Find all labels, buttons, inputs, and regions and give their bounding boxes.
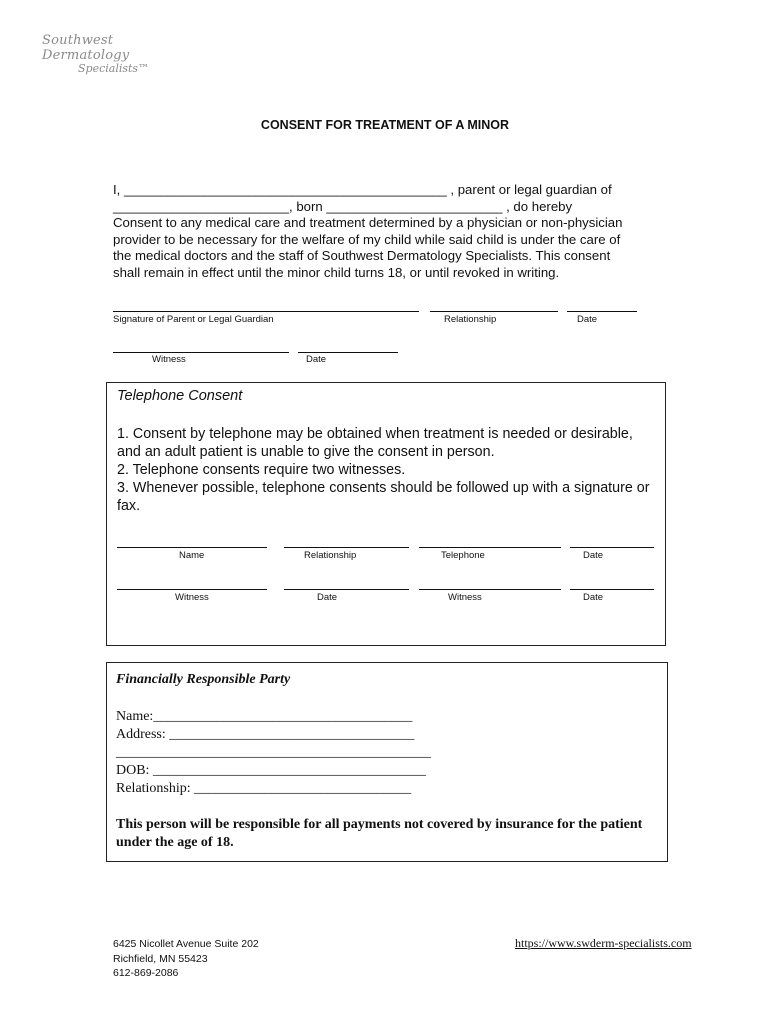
telephone-consent-item: 1. Consent by telephone may be obtained when treatment is needed or desirable, and an adult patient is unable to give the consent in person. xyxy=(117,426,633,460)
footer-address-line-1: 6425 Nicollet Avenue Suite 202 xyxy=(113,938,259,950)
financial-address-field-2[interactable]: _____________________________________________ xyxy=(116,745,431,760)
witness-date-caption: Date xyxy=(306,354,327,365)
tel-witness1-line[interactable] xyxy=(117,589,267,590)
tel-name-caption: Name xyxy=(179,550,205,561)
financial-party-box xyxy=(106,662,668,862)
tel-relationship-caption: Relationship xyxy=(304,550,357,561)
tel-telephone-caption: Telephone xyxy=(441,550,485,561)
relationship-caption: Relationship xyxy=(444,314,497,325)
document-title: CONSENT FOR TREATMENT OF A MINOR xyxy=(260,118,510,132)
date-line[interactable] xyxy=(567,311,637,312)
relationship-line[interactable] xyxy=(430,311,558,312)
logo-line-2: Specialists™ xyxy=(78,62,150,75)
witness-caption: Witness xyxy=(152,354,186,365)
consent-line-3: Consent to any medical care and treatment determined by a physician or non-physician xyxy=(113,215,623,230)
guardian-signature-line[interactable] xyxy=(113,311,419,312)
tel-witness1-date-caption: Date xyxy=(317,592,338,603)
financial-party-title: Financially Responsible Party xyxy=(116,672,291,687)
witness-date-line[interactable] xyxy=(298,352,398,353)
tel-witness2-date-caption: Date xyxy=(583,592,604,603)
consent-line-1: I, ____________________________________________ , parent or legal guardian of xyxy=(113,182,612,197)
consent-line-2: ________________________, born ________________________ , do hereby xyxy=(113,198,573,214)
telephone-consent-item: 3. Whenever possible, telephone consents should be followed up with a signature or fax. xyxy=(117,480,650,514)
guardian-signature-caption: Signature of Parent or Legal Guardian xyxy=(113,314,274,325)
financial-relationship-field[interactable]: Relationship: _______________________________ xyxy=(116,781,412,796)
financial-dob-field[interactable]: DOB: _______________________________________ xyxy=(116,763,426,778)
tel-witness2-caption: Witness xyxy=(448,592,482,603)
tel-witness2-line[interactable] xyxy=(419,589,561,590)
telephone-consent-item: 2. Telephone consents require two witnesses. xyxy=(117,462,406,478)
logo-line-1: Southwest Dermatology xyxy=(42,33,130,63)
financial-name-field[interactable]: Name:_____________________________________ xyxy=(116,709,413,724)
footer-address xyxy=(113,937,259,981)
consent-line-6: shall remain in effect until the minor child turns 18, or until revoked in writing. xyxy=(113,264,560,280)
telephone-consent-title: Telephone Consent xyxy=(117,388,243,404)
tel-witness2-date-line[interactable] xyxy=(570,589,654,590)
tel-date-line[interactable] xyxy=(570,547,654,548)
tel-telephone-line[interactable] xyxy=(419,547,561,548)
telephone-consent-box xyxy=(106,382,666,646)
consent-paragraph xyxy=(113,182,658,281)
witness-signature-line[interactable] xyxy=(113,352,289,353)
consent-line-5: the medical doctors and the staff of Southwest Dermatology Specialists. This consent xyxy=(113,248,611,263)
tel-witness1-date-line[interactable] xyxy=(284,589,409,590)
footer-address-line-2: Richfield, MN 55423 xyxy=(113,952,208,965)
telephone-consent-list xyxy=(117,425,657,515)
financial-responsibility-note: This person will be responsible for all payments not covered by insurance for the patient under the age of 18. xyxy=(116,817,643,850)
financial-address-field[interactable]: Address: ___________________________________ xyxy=(116,727,415,742)
tel-name-line[interactable] xyxy=(117,547,267,548)
tel-relationship-line[interactable] xyxy=(284,547,409,548)
consent-line-4: provider to be necessary for the welfare of my child while said child is under the care of xyxy=(113,231,621,247)
footer-phone: 612-869-2086 xyxy=(113,967,179,979)
practice-logo xyxy=(42,33,192,75)
date-caption: Date xyxy=(577,314,598,325)
tel-witness1-caption: Witness xyxy=(175,592,209,603)
tel-date-caption: Date xyxy=(583,550,604,561)
footer-website-link[interactable]: https://www.swderm-specialists.com xyxy=(515,936,692,950)
